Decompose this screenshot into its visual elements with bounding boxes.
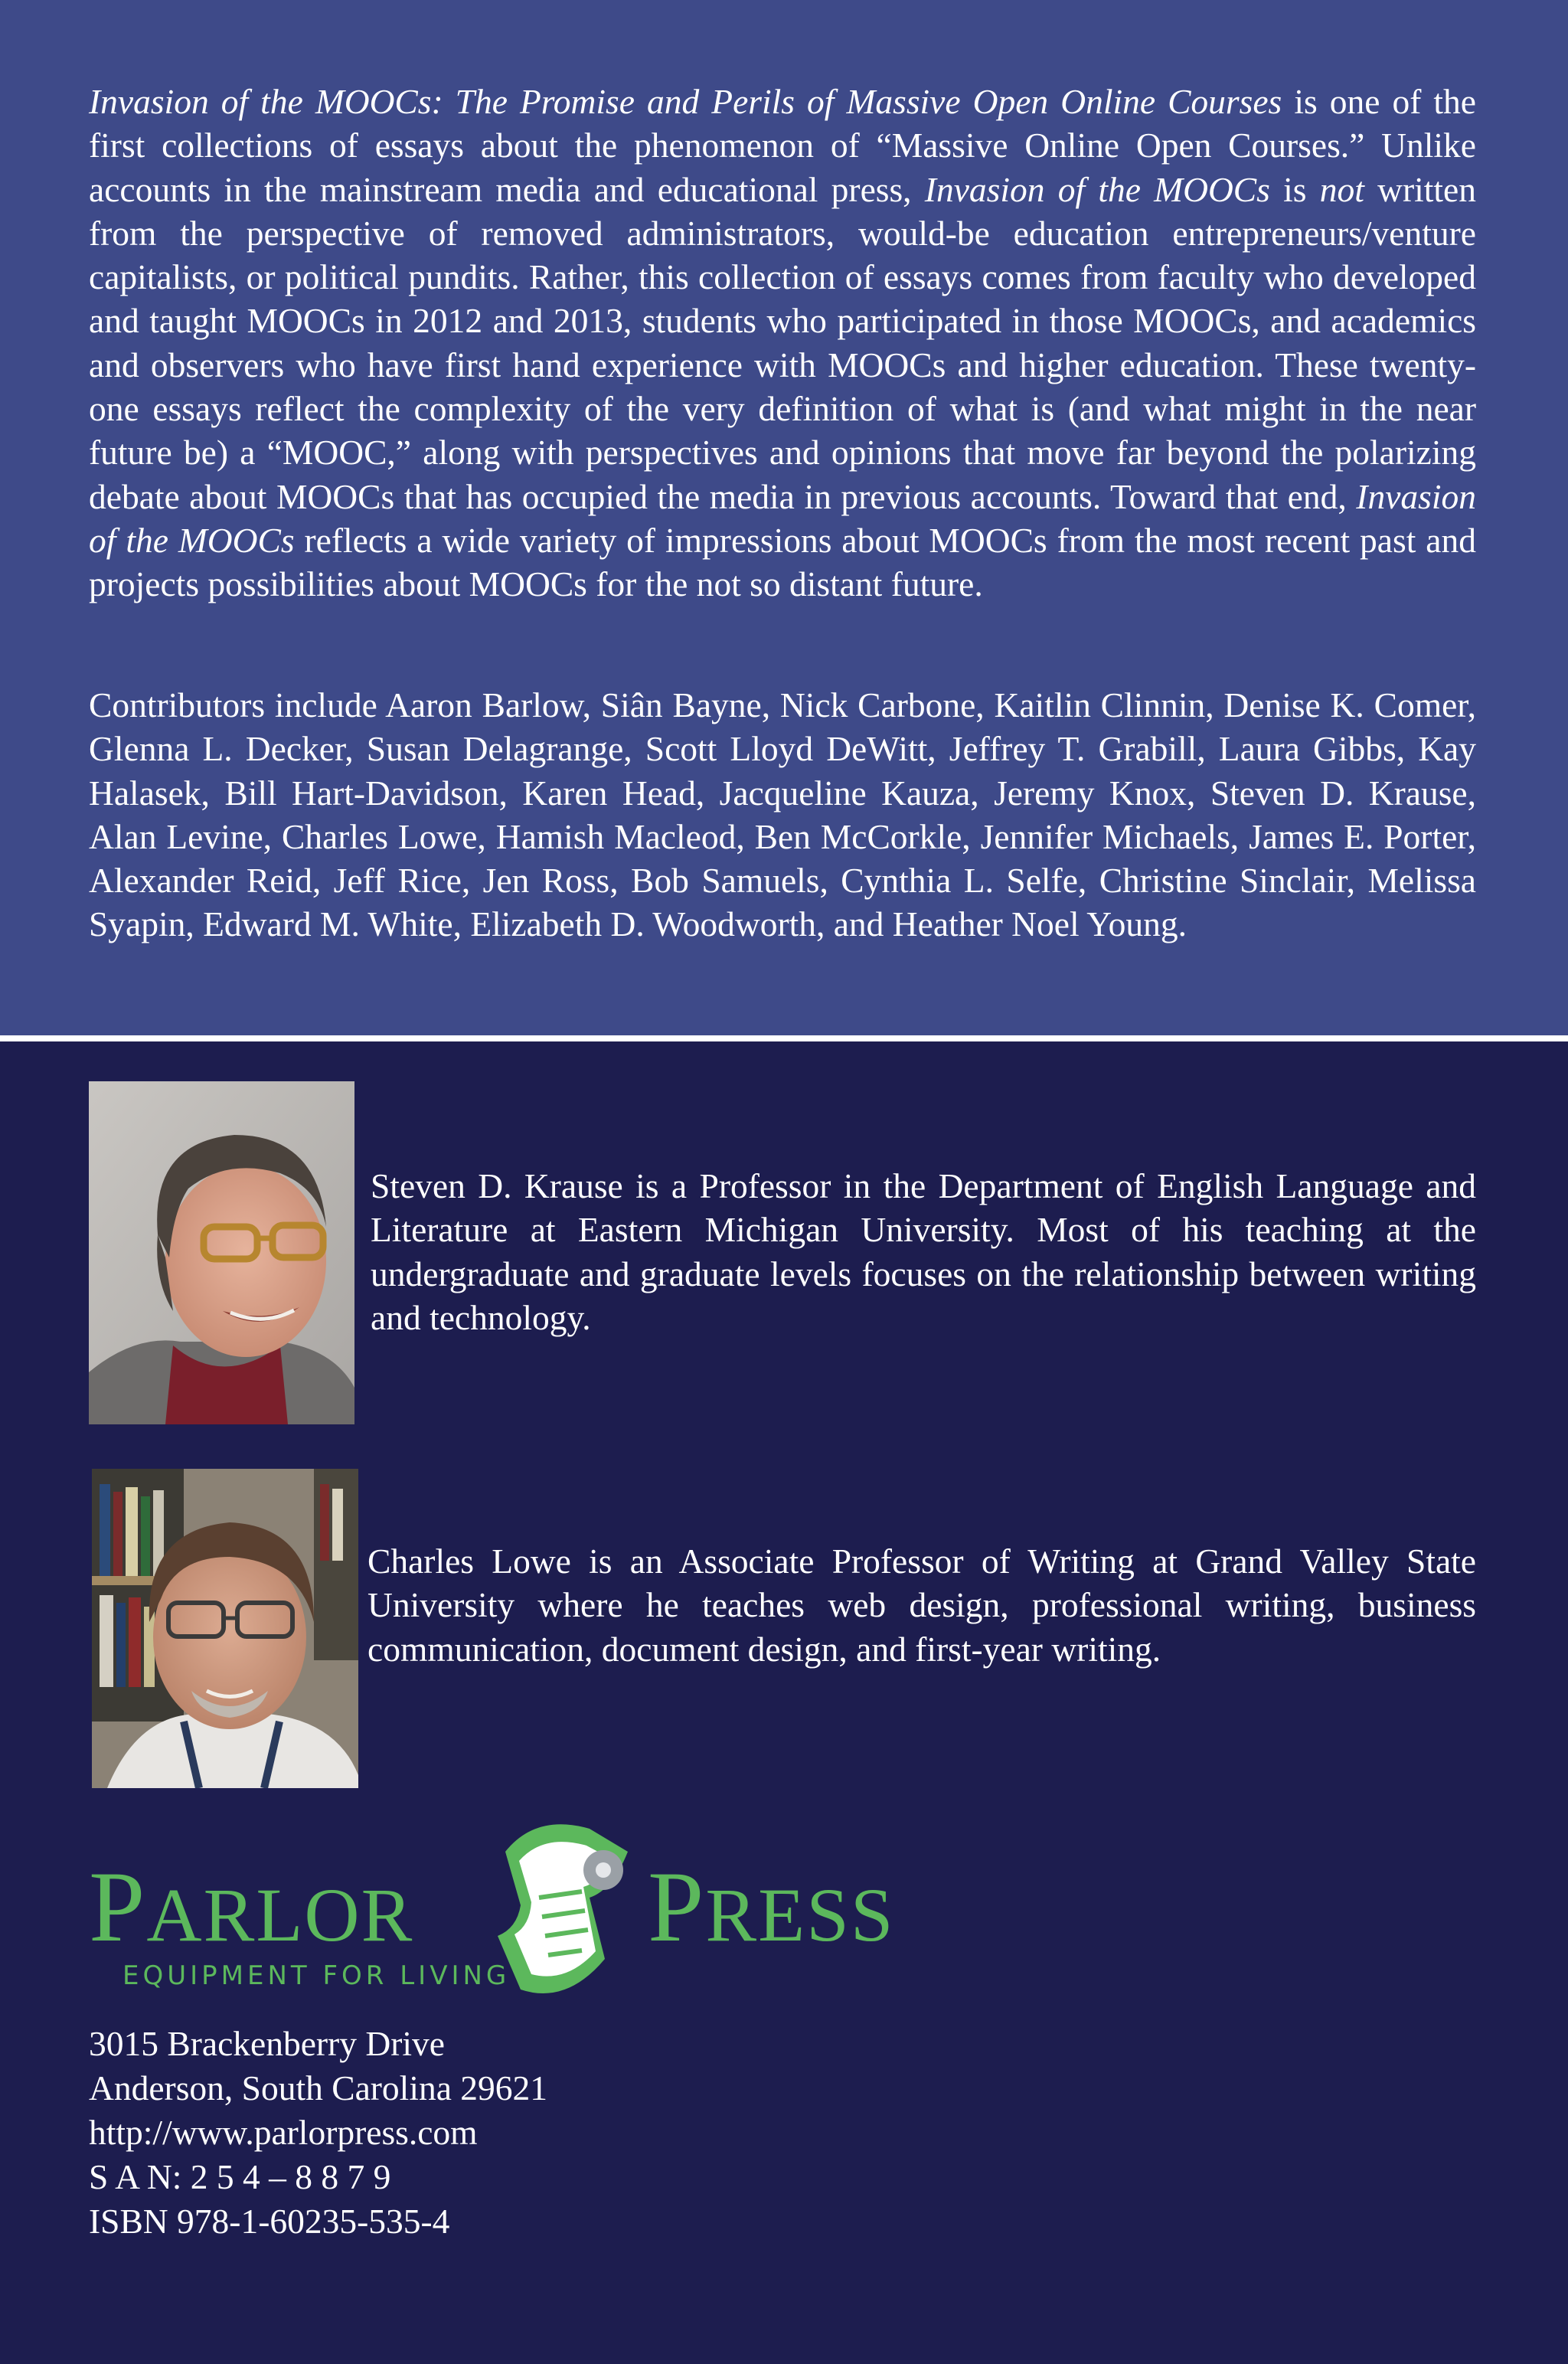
description-text: is one of the first collections of essays about the phenomenon of “Massive Online Open Courses.” Unlike accounts in the mainstream media and educational press,	[89, 82, 1476, 209]
description-text: is	[1269, 169, 1320, 209]
publisher-website: http://www.parlorpress.com	[89, 2113, 478, 2152]
description-text: reflects a wide variety of impressions about MOOCs from the most recent past and projects possibilities about MOOCs for the not so distant future.	[89, 520, 1476, 604]
author-photo-lowe	[92, 1469, 358, 1788]
section-divider	[0, 1035, 1568, 1041]
address-city: Anderson, South Carolina 29621	[89, 2068, 548, 2107]
logo-word-parlor: PARLOR	[89, 1850, 414, 1963]
book-title: Invasion of the MOOCs: The Promise and Perils of Massive Open Online Courses	[89, 82, 1282, 121]
publisher-san: S A N: 2 5 4 – 8 8 7 9	[89, 2157, 391, 2196]
publisher-address	[89, 2022, 547, 2244]
isbn: ISBN 978-1-60235-535-4	[89, 2202, 450, 2241]
logo-tagline: EQUIPMENT FOR LIVING	[122, 1960, 511, 1991]
logo-word-press: PRESS	[648, 1850, 895, 1963]
author-photo-krause	[89, 1081, 354, 1424]
contributors-list: Contributors include Aaron Barlow, Siân Bayne, Nick Carbone, Kaitlin Clinnin, Denise K. Comer, Glenna L. Decker, Susan Delagrange, Scott Lloyd DeWitt, Jeffrey T. Grabill, Laura Gibbs, Kay Halasek, Bill Hart-Davidson, Karen Head, Jacqueline Kauza, Jeremy Knox, Steven D. Krause, Alan Levine, Charles Lowe, Hamish Macleod, Ben McCorkle, Jennifer Michaels, James E. Porter, Alexander Reid, Jeff Rice, Jen Ross, Bob Samuels, Cynthia L. Selfe, Christine Sinclair, Melissa Syapin, Edward M. White, Elizabeth D. Woodworth, and Heather Noel Young.	[89, 685, 1476, 944]
emphasis-text: not	[1319, 169, 1364, 209]
book-description	[89, 80, 1476, 607]
author-bio-lowe: Charles Lowe is an Associate Professor of Writing at Grand Valley State University where he teaches web design, professional writing, business communication, document design, and first-year writing.	[368, 1542, 1476, 1669]
book-title: Invasion of the MOOCs	[924, 169, 1270, 209]
author-bio-krause: Steven D. Krause is a Professor in the Department of English Language and Literature at Eastern Michigan University. Most of his teaching at the undergraduate and graduate levels focuses on the relationship between writing and technology.	[371, 1166, 1476, 1337]
description-text: written from the perspective of removed administrators, would-be education entrepreneurs/venture capitalists, or political pundits. Rather, this collection of essays comes from faculty who developed and taught MOOCs in 2012 and 2013, students who participated in those MOOCs, and academics and observers who have first hand experience with MOOCs and higher education. These twenty-one essays reflect the complexity of the very definition of what is (and what might in the near future be) a “MOOC,” along with perspectives and opinions that move far beyond the polarizing debate about MOOCs that has occupied the media in previous accounts. Toward that end,	[89, 169, 1476, 516]
parlor-press-logo	[89, 1806, 939, 2013]
address-street: 3015 Brackenberry Drive	[89, 2024, 445, 2063]
book-title: Invasion of the MOOCs	[89, 476, 1476, 560]
